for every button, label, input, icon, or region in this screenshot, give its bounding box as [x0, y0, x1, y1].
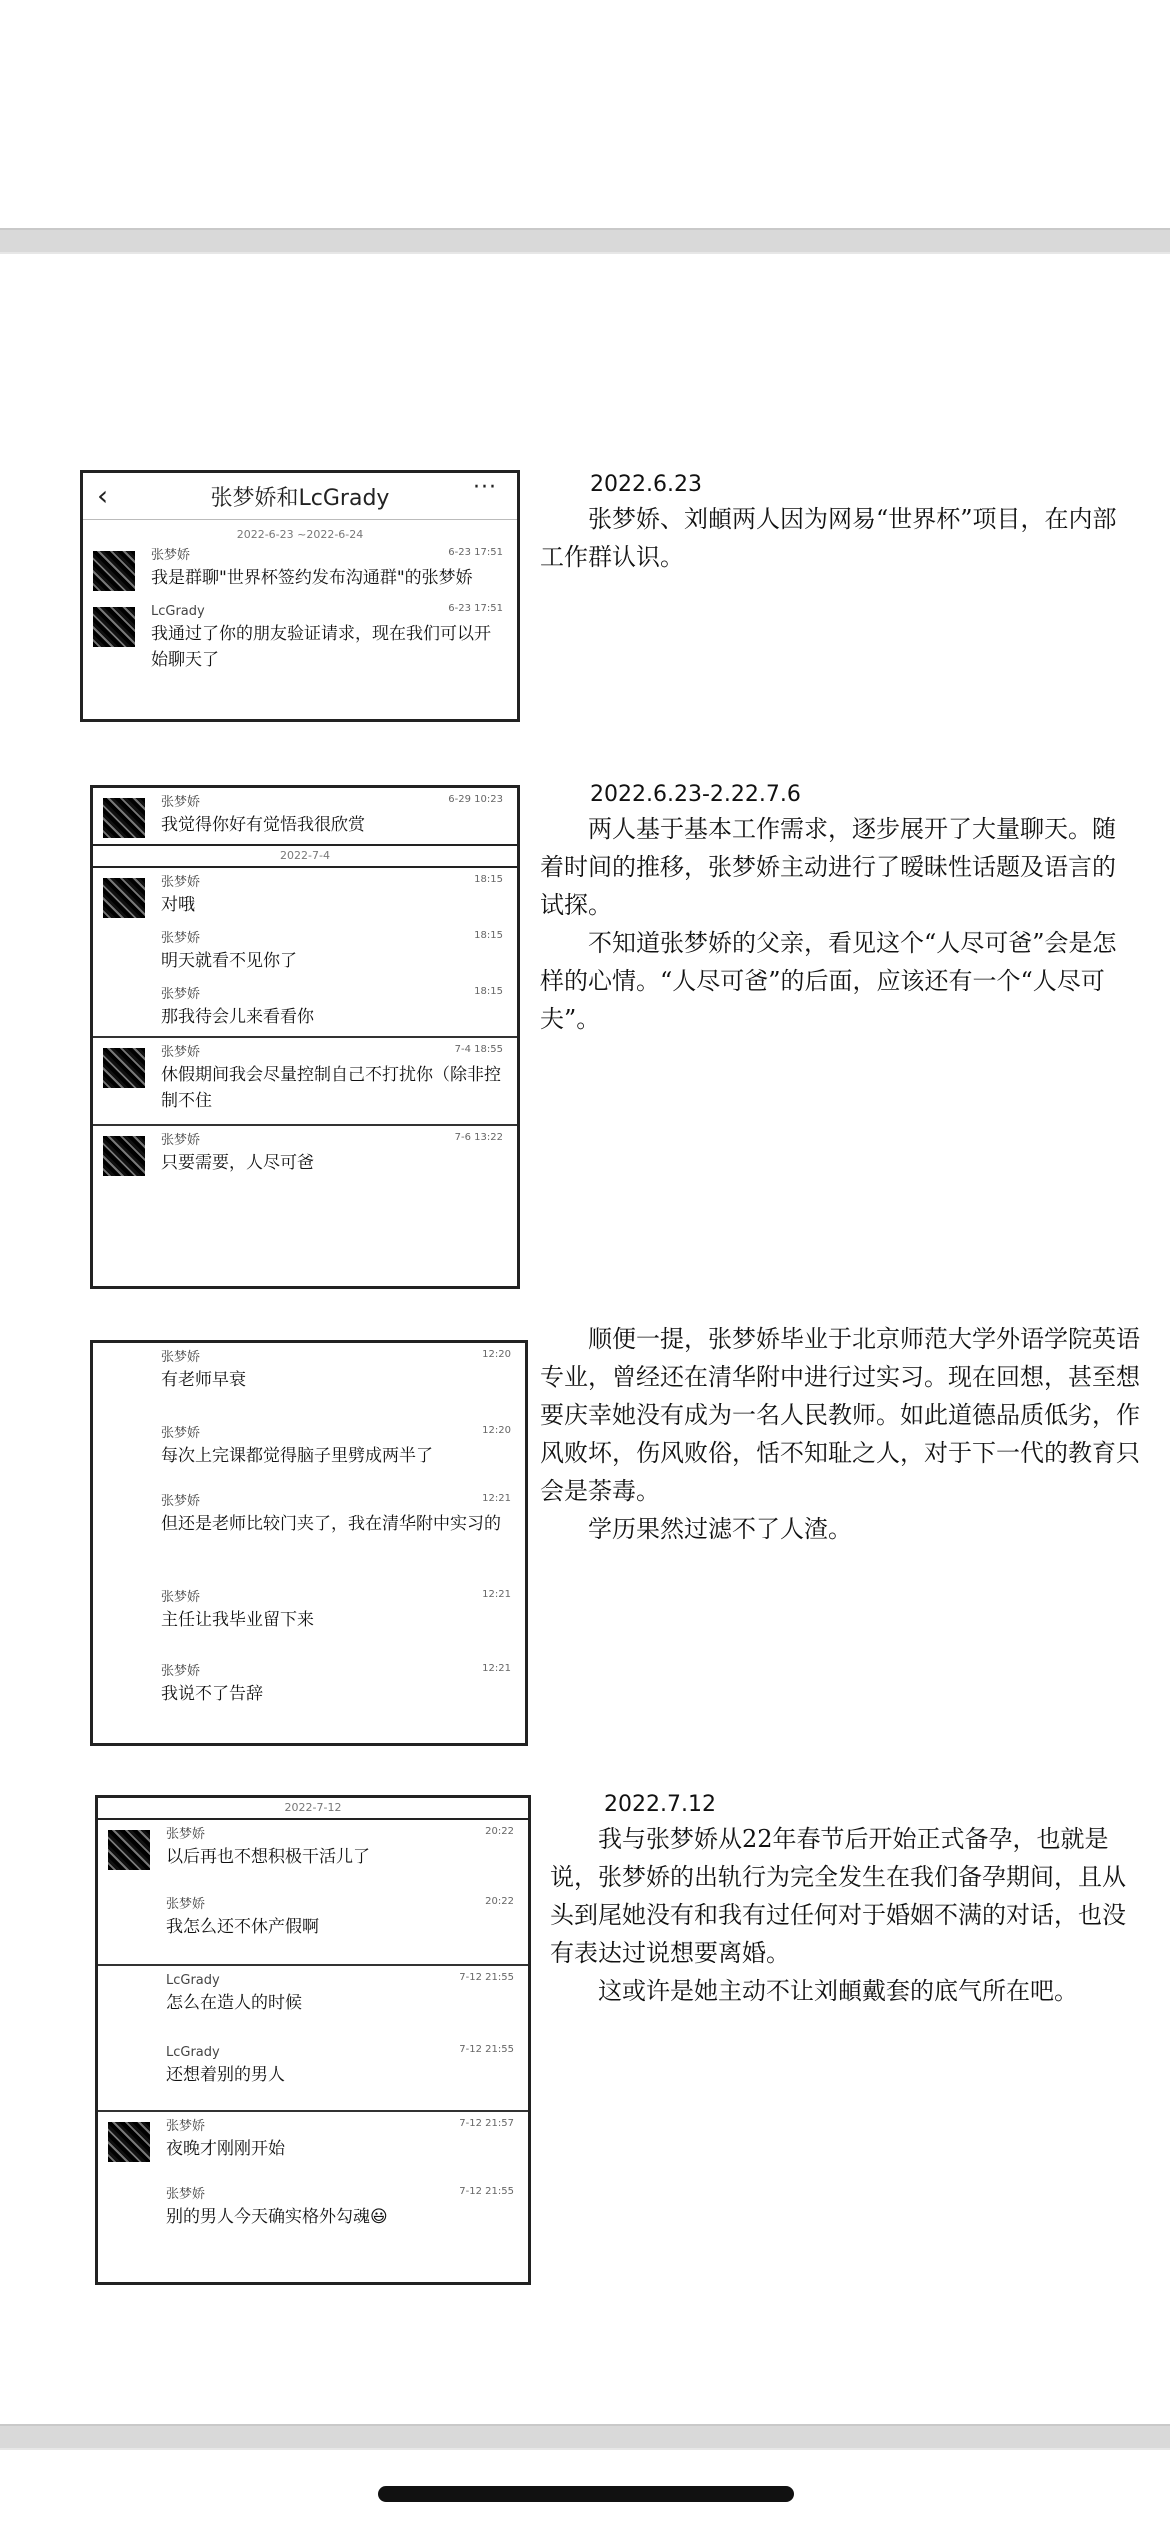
date-separator: 2022-7-4: [93, 844, 517, 868]
section-date: 2022.6.23: [590, 472, 702, 497]
paragraph: 两人基于基本工作需求，逐步展开了大量聊天。随着时间的推移，张梦娇主动进行了暧昧性话题及语言的试探。: [540, 815, 1116, 919]
message-text: 每次上完课都觉得脑子里劈成两半了: [161, 1446, 433, 1466]
message-sender: 张梦娇: [166, 2187, 206, 2202]
message-sender: 张梦娇: [166, 1897, 206, 1912]
paragraph: 顺便一提，张梦娇毕业于北京师范大学外语学院英语专业，曾经还在清华附中进行过实习。现在回想，甚至想要庆幸她没有成为一名人民教师。如此道德品质低劣，作风败坏，伤风败俗，恬不知耻之人，对于下一代的教育只会是荼毒。: [540, 1325, 1140, 1505]
paragraph: 这或许是她主动不让刘頔戴套的底气所在吧。: [598, 1977, 1078, 2005]
message-time: 12:21: [482, 1663, 511, 1674]
message-sender: 张梦娇: [161, 1045, 201, 1060]
message-text: 以后再也不想积极干活儿了: [166, 1847, 370, 1867]
message-sender: 张梦娇: [151, 548, 191, 563]
message-time: 12:21: [482, 1493, 511, 1504]
chat-screenshot-4: [95, 1795, 531, 2285]
paragraph: 我与张梦娇从22年春节后开始正式备孕，也就是说，张梦娇的出轨行为完全发生在我们备孕期间，且从头到尾她没有和我有过任何对于婚姻不满的对话，也没有表达过说想要离婚。: [550, 1825, 1126, 1967]
message-time: 20:22: [485, 1896, 514, 1907]
message-sender: 张梦娇: [161, 987, 201, 1002]
chat-message: [93, 1487, 525, 1583]
chat-message: [93, 1583, 525, 1657]
message-text: 休假期间我会尽量控制自己不打扰你（除非控制不住: [161, 1065, 501, 1111]
message-time: 12:21: [482, 1589, 511, 1600]
chat-message: [93, 980, 517, 1036]
message-text: 明天就看不见你了: [161, 951, 297, 971]
message-text: 主任让我毕业留下来: [161, 1610, 314, 1630]
chat-message: [98, 1890, 528, 1964]
section-date: 2022.7.12: [604, 1792, 716, 1817]
section-date: 2022.6.23-2.22.7.6: [590, 782, 801, 807]
section-1-text: [540, 470, 1120, 576]
message-sender: LcGrady: [166, 2045, 220, 2060]
chat-header: [83, 473, 517, 520]
message-text: 还想着别的男人: [166, 2065, 285, 2085]
message-sender: 张梦娇: [166, 1827, 206, 1842]
chat-message: [83, 541, 517, 597]
avatar: [103, 878, 145, 918]
chat-message: [98, 2180, 528, 2236]
message-text: 我是群聊"世界杯签约发布沟通群"的张梦娇: [151, 568, 473, 588]
message-time: 20:22: [485, 1826, 514, 1837]
message-sender: 张梦娇: [161, 931, 201, 946]
chat-screenshot-3: [90, 1340, 528, 1746]
message-time: 6-23 17:51: [448, 547, 503, 558]
message-sender: 张梦娇: [161, 1133, 201, 1148]
avatar: [93, 607, 135, 647]
avatar: [108, 1830, 150, 1870]
chat-screenshot-2: [90, 785, 520, 1289]
message-text: 只要需要，人尽可爸: [161, 1153, 314, 1173]
more-icon: ···: [473, 475, 497, 500]
message-text: 怎么在造人的时候: [166, 1993, 302, 2013]
chat-message: [98, 2110, 528, 2180]
message-sender: 张梦娇: [166, 2119, 206, 2134]
message-sender: LcGrady: [151, 604, 205, 619]
paragraph: 张梦娇、刘頔两人因为网易“世界杯”项目，在内部工作群认识。: [540, 505, 1117, 571]
message-time: 7-12 21:55: [459, 2044, 514, 2055]
message-time: 18:15: [474, 986, 503, 997]
paragraph: 学历果然过滤不了人渣。: [588, 1515, 852, 1543]
section-3-text: [540, 1320, 1140, 1548]
message-text: 我怎么还不休产假啊: [166, 1917, 319, 1937]
message-text: 那我待会儿来看看你: [161, 1007, 314, 1027]
message-time: 7-12 21:57: [459, 2118, 514, 2129]
chat-message: [83, 597, 517, 679]
avatar: [108, 2122, 150, 2162]
message-time: 6-23 17:51: [448, 603, 503, 614]
avatar: [103, 798, 145, 838]
message-time: 7-4 18:55: [454, 1044, 503, 1055]
message-sender: 张梦娇: [161, 795, 201, 810]
message-text: 我觉得你好有觉悟我很欣赏: [161, 815, 365, 835]
message-sender: 张梦娇: [161, 1664, 201, 1679]
message-time: 7-12 21:55: [459, 1972, 514, 1983]
chat-message: [93, 1657, 525, 1713]
chat-message: [93, 1419, 525, 1487]
message-text: 我通过了你的朋友验证请求，现在我们可以开始聊天了: [151, 624, 491, 670]
chat-message: [93, 924, 517, 980]
chat-message: [98, 2038, 528, 2110]
message-text: 别的男人今天确实格外勾魂😃: [166, 2207, 388, 2227]
chat-message: [93, 1343, 525, 1419]
message-text: 有老师早衰: [161, 1370, 246, 1390]
message-text: 夜晚才刚刚开始: [166, 2139, 285, 2159]
message-time: 18:15: [474, 930, 503, 941]
top-gray-band: [0, 228, 1170, 254]
section-2-text: [540, 780, 1135, 1038]
message-time: 12:20: [482, 1349, 511, 1360]
chat-date-range: 2022-6-23 ~2022-6-24: [236, 528, 364, 541]
back-arrow-icon: ‹: [97, 479, 109, 512]
message-sender: 张梦娇: [161, 875, 201, 890]
message-time: 6-29 10:23: [448, 794, 503, 805]
message-sender: 张梦娇: [161, 1426, 201, 1441]
message-time: 18:15: [474, 874, 503, 885]
avatar: [103, 1048, 145, 1088]
chat-message: [93, 1124, 517, 1182]
chat-screenshot-1: [80, 470, 520, 722]
home-indicator[interactable]: [378, 2486, 794, 2502]
avatar: [93, 551, 135, 591]
message-sender: 张梦娇: [161, 1590, 201, 1605]
message-time: 7-6 13:22: [454, 1132, 503, 1143]
message-sender: 张梦娇: [161, 1494, 201, 1509]
section-4-text: [550, 1790, 1130, 2010]
message-time: 7-12 21:55: [459, 2186, 514, 2197]
message-text: 我说不了告辞: [161, 1684, 263, 1704]
chat-message: [93, 868, 517, 924]
chat-message: [93, 788, 517, 844]
message-text: 对哦: [161, 895, 195, 915]
message-text: 但还是老师比较门夹了，我在清华附中实习的: [161, 1514, 501, 1534]
paragraph: 不知道张梦娇的父亲，看见这个“人尽可爸”会是怎样的心情。“人尽可爸”的后面，应该还有一个“人尽可夫”。: [540, 929, 1117, 1033]
date-separator: 2022-7-12: [98, 1798, 528, 1820]
message-sender: LcGrady: [166, 1973, 220, 1988]
chat-title: 张梦娇和LcGrady: [210, 486, 390, 511]
bottom-gray-band: [0, 2424, 1170, 2450]
chat-message: [98, 1820, 528, 1890]
message-sender: 张梦娇: [161, 1350, 201, 1365]
avatar: [103, 1136, 145, 1176]
message-time: 12:20: [482, 1425, 511, 1436]
chat-message: [98, 1964, 528, 2038]
chat-message: [93, 1036, 517, 1124]
